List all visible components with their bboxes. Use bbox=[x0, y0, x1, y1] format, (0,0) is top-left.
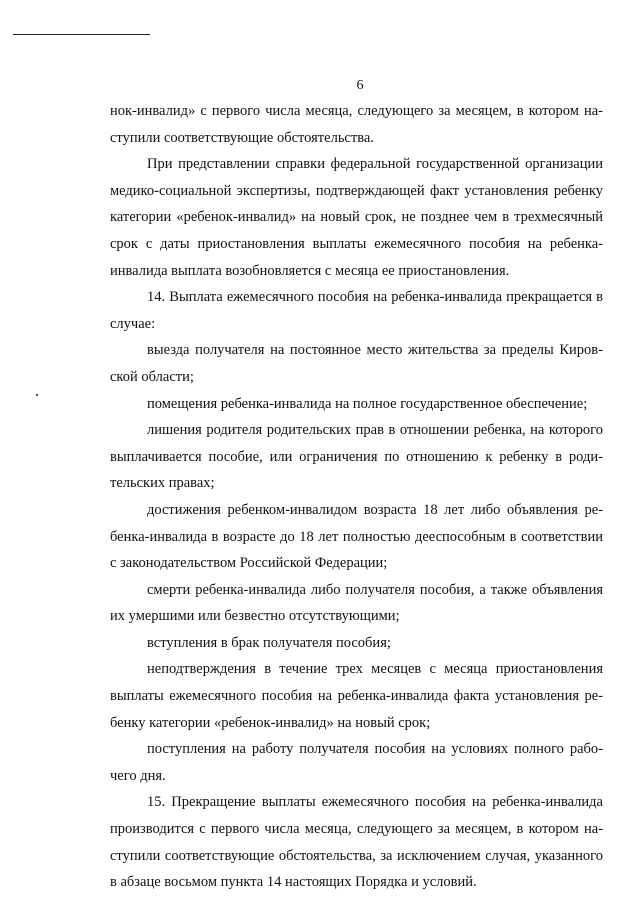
list-item: достижения ребенком-инвалидом возраста 18 лет либо объявления ребенка-инвалида в возрасте до 18 лет полностью дееспособным в соответствии с законодательством Российской Федерации; bbox=[110, 501, 603, 572]
document-body bbox=[110, 98, 603, 896]
paragraph: При представлении справки федеральной государственной организации медико-социальной экспертизы, подтверждающей факт установления ребенку категории «ребенок-инвалид» на новый срок, не позднее чем в трехмесячный срок с даты приостановления выплаты ежемесячного пособия на ребенка-инвалида выплата возобновляется с месяца ее приостановления. bbox=[110, 156, 603, 279]
paragraph-clause-15: 15. Прекращение выплаты ежемесячного пособия на ребенка-инвалида производится с первого числа месяца, следующего за месяцем, в котором наступили соответствующие обстоятельства, за исключением случая, указанного в абзаце восьмом пункта 14 настоящих Порядка и условий. bbox=[110, 794, 603, 891]
paragraph-clause-14: 14. Выплата ежемесячного пособия на ребенка-инвалида прекращается в случае: bbox=[110, 289, 603, 332]
top-rule bbox=[13, 34, 150, 35]
list-item: выезда получателя на постоянное место жительства за пределы Кировской области; bbox=[110, 342, 603, 385]
paragraph-continuation: нок-инвалид» с первого числа месяца, следующего за месяцем, в котором наступили соответствующие обстоятельства. bbox=[110, 103, 603, 146]
list-item: вступления в брак получателя пособия; bbox=[147, 634, 391, 651]
margin-mark bbox=[36, 394, 38, 396]
page-number: 6 bbox=[356, 78, 364, 93]
list-item: лишения родителя родительских прав в отношении ребенка, на которого выплачивается пособие, или ограничения по отношению к ребенку в родительских правах; bbox=[110, 422, 603, 492]
list-item: смерти ребенка-инвалида либо получателя пособия, а также объявления их умершими или безвестно отсутствующими; bbox=[110, 581, 603, 625]
list-item: помещения ребенка-инвалида на полное государственное обеспечение; bbox=[147, 395, 588, 412]
list-item: неподтверждения в течение трех месяцев с месяца приостановления выплаты ежемесячного пособия на ребенка-инвалида факта установления ребенку категории «ребенок-инвалид» на новый срок; bbox=[110, 661, 603, 731]
list-item: поступления на работу получателя пособия на условиях полного рабочего дня. bbox=[110, 741, 603, 784]
